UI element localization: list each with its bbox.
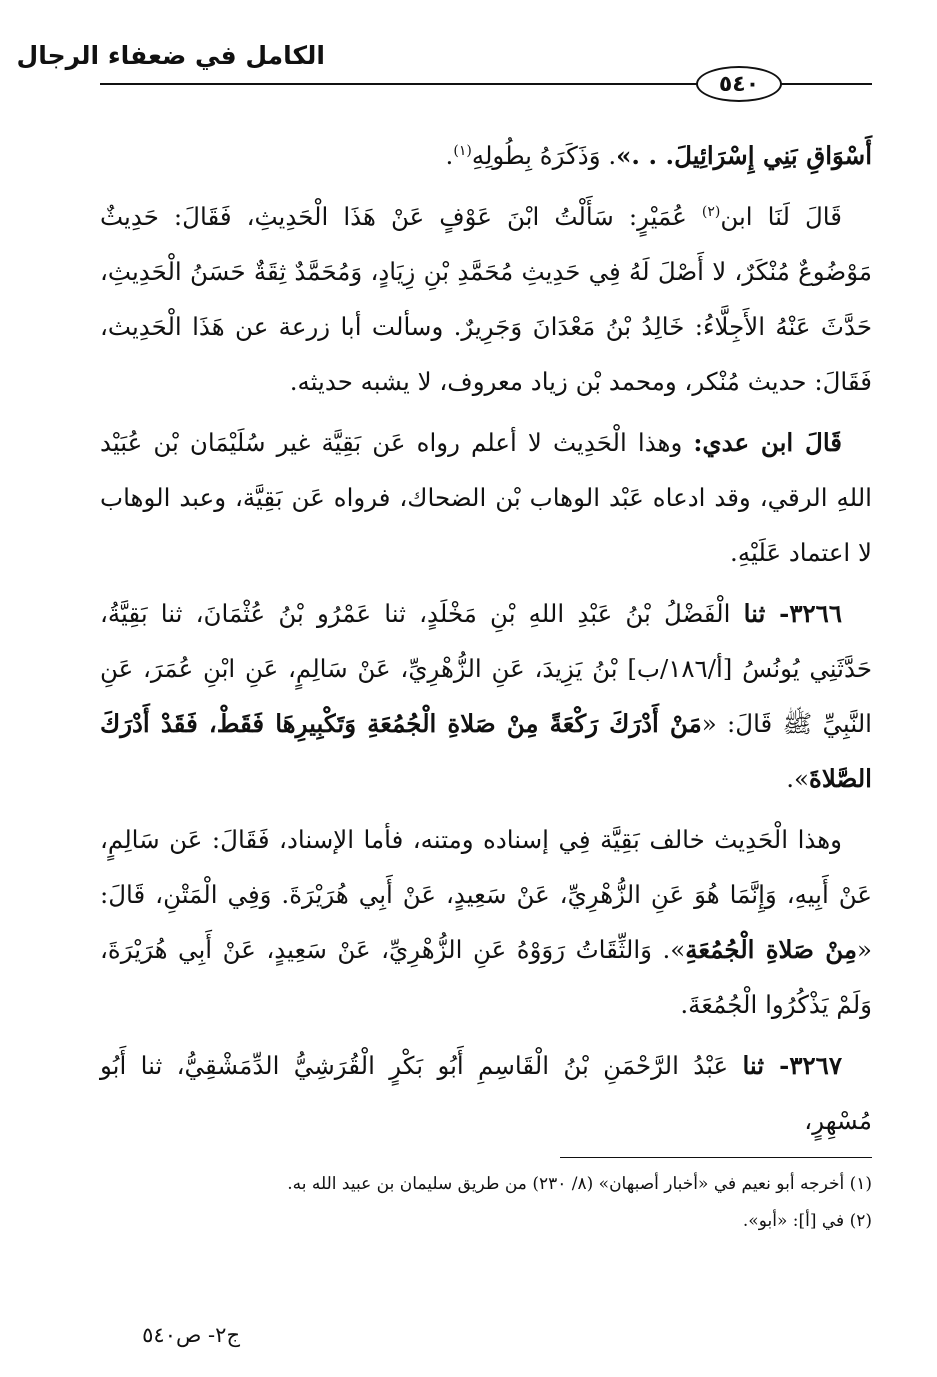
text-run: . وَذَكَرَهُ بِطُولِهِ	[471, 141, 617, 170]
main-text	[100, 128, 872, 1154]
hadith-matn: مَنْ أَدْرَكَ رَكْعَةً مِنْ صَلاةِ الْجُمُعَةِ وَتَكْبِيرِهَا فَقَطْ، فَقَدْ أَدْرَكَ الصَّلاةَ	[100, 709, 872, 793]
text-run: عُمَيْرٍ: سَأَلْتُ ابْنَ عَوْفٍ عَنْ هَذَا الْحَدِيثِ، فَقَالَ: حَدِيثٌ مَوْضُوعٌ مُنْكَرٌ، لا أَصْلَ لَهُ فِي حَدِيثِ مُحَمَّدِ بْنِ زِيَادٍ، وَمُحَمَّدٌ ثِقَةٌ حَسَنُ الْحَدِيثِ، حَدَّثَ عَنْهُ الأَجِلَّاءُ: خَالِدُ بْنُ مَعْدَانَ وَجَرِيرٌ. وسألت أبا زرعة عن هَذَا الْحَدِيث، فَقَالَ: حديث مُنْكر، ومحمد بْن زياد معروف، لا يشبه حديثه.	[100, 202, 872, 396]
paragraph-2	[100, 189, 872, 409]
text-run: ». وَالثِّقَاتُ رَوَوْهُ عَنِ الزُّهْرِيِّ، عَنْ سَعِيدٍ، عَنْ أَبِي هُرَيْرَةَ، وَلَمْ يَذْكُرُوا الْجُمُعَةَ.	[100, 935, 872, 1019]
text-run: عَبْدُ الرَّحْمَنِ بْنُ الْقَاسِمِ أَبُو بَكْرٍ الْقُرَشِيُّ الدِّمَشْقِيُّ، ثنا أَبُو مُسْهِرٍ،	[100, 1051, 872, 1135]
text-run: وهذا الْحَدِيث خالف بَقِيَّة فِي إسناده ومتنه، فأما الإسناد، فَقَالَ: عَن سَالِمٍ، عَنْ أَبِيهِ، وَإِنَّمَا هُوَ عَنِ الزُّهْرِيِّ، عَنْ سَعِيدٍ، عَنْ أَبِي هُرَيْرَةَ. وَفِي الْمَتْنِ، قَالَ: «	[100, 825, 872, 964]
text-run: .	[445, 141, 454, 170]
text-run: قَالَ لَنَا ابن	[720, 202, 842, 231]
text-run: الْفَضْلُ بْنُ عَبْدِ اللهِ بْنِ مَخْلَدٍ، ثنا عَمْرُو بْنُ عُثْمَانَ، ثنا بَقِيَّةُ، حَدَّثَنِي يُونُسُ [أ/١٨٦/ب] بْنُ يَزِيدَ، عَنِ الزُّهْرِيِّ، عَنْ سَالِمٍ، عَنِ ابْنِ عُمَرَ، عَنِ النَّبِيِّ ﷺ قَالَ: «	[100, 599, 872, 738]
book-title: الكامل في ضعفاء الرجال	[16, 41, 325, 70]
hadith-3267	[100, 1038, 872, 1148]
hadith-number: ٣٢٦٧- ثنا	[742, 1051, 842, 1080]
footnote-1: (١) أخرجه أبو نعيم في «أخبار أصبهان» (٨/ ٢٣٠) من طريق سليمان بن عبيد الله به.	[287, 1174, 872, 1194]
page-number-badge	[696, 66, 782, 102]
hadith-3266	[100, 586, 872, 806]
speaker-label: قَالَ ابن عدي:	[693, 428, 842, 457]
footnote-ref-2[interactable]: (٢)	[701, 203, 721, 220]
footnote-ref-1[interactable]: (١)	[453, 142, 472, 159]
hadith-number: ٣٢٦٦- ثنا	[743, 599, 842, 628]
text-run: وهذا الْحَدِيث لا أعلم رواه عَن بَقِيَّة غير سُلَيْمَان بْن عُبَيْد اللهِ الرقي، وقد ادعاه عَبْد الوهاب بْن الضحاك، فرواه عَن بَقِيَّة، وعبد الوهاب لا اعتماد عَلَيْهِ.	[100, 428, 872, 567]
paragraph-5	[100, 812, 872, 1032]
footnotes	[100, 1166, 872, 1240]
text-run: ».	[786, 764, 810, 793]
page-footer-ref: ج٢- ص٥٤٠	[142, 1323, 240, 1347]
text-bold: مِنْ صَلاةِ الْجُمُعَةِ	[685, 935, 857, 964]
paragraph-3	[100, 415, 872, 580]
text-bold: أَسْوَاقِ بَنِي إِسْرَائِيلَ. . .»	[616, 141, 872, 170]
footnote-2: (٢) في [أ]: «أبو».	[742, 1211, 872, 1231]
page-number: ٥٤٠	[718, 71, 760, 97]
paragraph-1	[100, 128, 872, 183]
footnote-rule	[560, 1157, 872, 1158]
